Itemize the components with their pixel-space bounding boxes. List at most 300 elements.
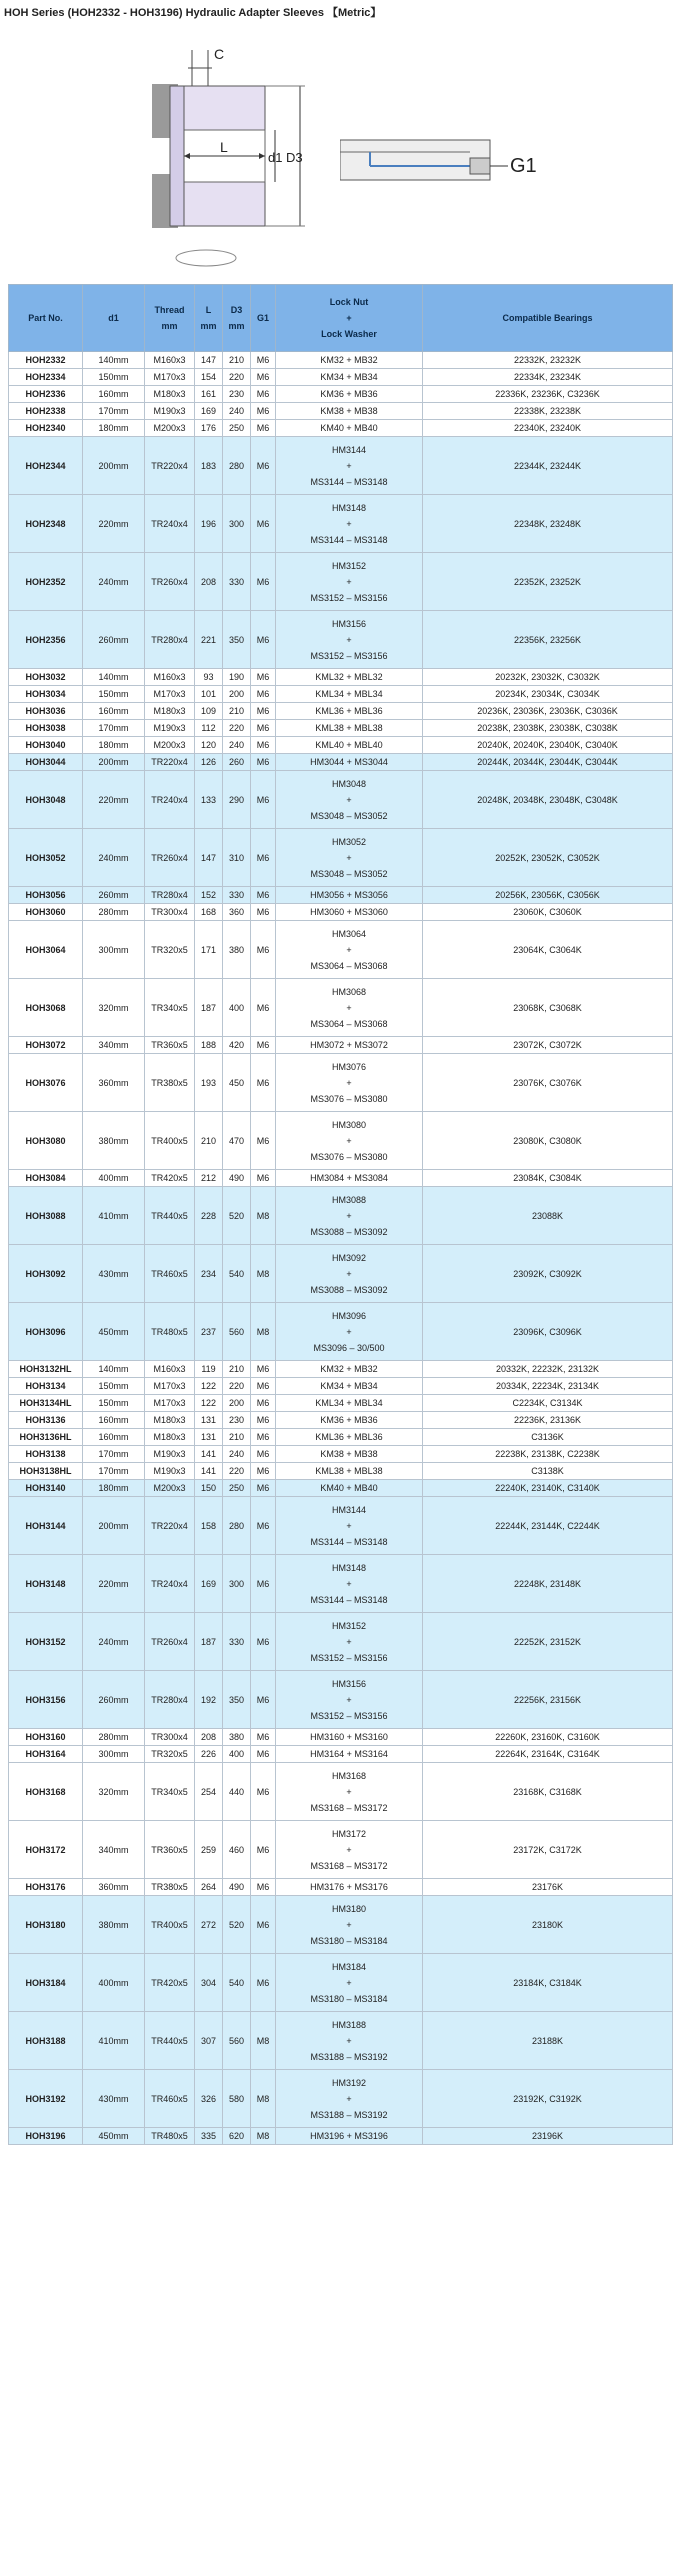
bearings-cell: 23076K, C3076K (423, 1054, 673, 1112)
l-cell: 228 (195, 1187, 223, 1245)
table-row (9, 1463, 673, 1480)
bearings-cell: 23092K, C3092K (423, 1245, 673, 1303)
header-d1: d1 (83, 285, 145, 352)
part-no-cell: HOH3060 (9, 904, 83, 921)
g1-cell: M6 (251, 703, 276, 720)
part-no-cell: HOH3176 (9, 1879, 83, 1896)
l-cell: 196 (195, 495, 223, 553)
d3-cell: 400 (223, 979, 251, 1037)
d3-cell: 520 (223, 1896, 251, 1954)
bearings-cell: 23088K (423, 1187, 673, 1245)
table-row (9, 686, 673, 703)
bearings-cell: 22244K, 23144K, C2244K (423, 1497, 673, 1555)
part-no-cell: HOH2334 (9, 369, 83, 386)
lock-cell (276, 1378, 423, 1395)
g1-cell: M8 (251, 2070, 276, 2128)
g1-cell: M6 (251, 1429, 276, 1446)
table-row (9, 1037, 673, 1054)
table-row (9, 1821, 673, 1879)
lock-line: + (346, 1326, 352, 1337)
d3-cell: 540 (223, 1954, 251, 2012)
label-l: L (220, 139, 228, 155)
lock-cell (276, 1054, 423, 1112)
l-cell: 187 (195, 979, 223, 1037)
lock-cell (276, 1763, 423, 1821)
header-thread (145, 285, 195, 352)
d1-cell: 150mm (83, 1378, 145, 1395)
d1-cell: 140mm (83, 1361, 145, 1378)
header-d3-line: D3 (230, 305, 243, 315)
l-cell: 119 (195, 1361, 223, 1378)
part-no-cell: HOH3134 (9, 1378, 83, 1395)
thread-cell: M170x3 (145, 1378, 195, 1395)
lock-line: KM38 + MB38 (320, 1449, 378, 1459)
thread-cell: TR300x4 (145, 1729, 195, 1746)
d3-cell: 280 (223, 1497, 251, 1555)
technical-drawings (0, 20, 680, 270)
bearings-cell: 22240K, 23140K, C3140K (423, 1480, 673, 1497)
table-row (9, 829, 673, 887)
part-no-cell: HOH3196 (9, 2128, 83, 2145)
part-no-cell: HOH2352 (9, 553, 83, 611)
header-d3-unit: mm (228, 321, 245, 331)
lock-line: HM3060 + MS3060 (310, 907, 388, 917)
lock-line: MS3088 – MS3092 (310, 1226, 388, 1237)
part-no-cell: HOH3032 (9, 669, 83, 686)
g1-cell: M6 (251, 1746, 276, 1763)
part-no-cell: HOH3068 (9, 979, 83, 1037)
lock-line: MS3168 – MS3172 (310, 1860, 388, 1871)
bearings-cell: 22356K, 23256K (423, 611, 673, 669)
g1-cell: M6 (251, 1480, 276, 1497)
d3-cell: 240 (223, 737, 251, 754)
part-no-cell: HOH3140 (9, 1480, 83, 1497)
g1-cell: M6 (251, 1763, 276, 1821)
part-no-cell: HOH3084 (9, 1170, 83, 1187)
table-row (9, 1187, 673, 1245)
table-row (9, 386, 673, 403)
g1-cell: M6 (251, 1896, 276, 1954)
bearings-cell: 23064K, C3064K (423, 921, 673, 979)
part-no-cell: HOH3132HL (9, 1361, 83, 1378)
l-cell: 272 (195, 1896, 223, 1954)
thread-cell: M160x3 (145, 352, 195, 369)
lock-line: HM3084 + MS3084 (310, 1173, 388, 1183)
lock-cell (276, 1412, 423, 1429)
thread-cell: M200x3 (145, 420, 195, 437)
table-row (9, 1746, 673, 1763)
table-row (9, 737, 673, 754)
d3-cell: 210 (223, 1429, 251, 1446)
thread-cell: TR340x5 (145, 1763, 195, 1821)
g1-cell: M6 (251, 553, 276, 611)
d3-cell: 560 (223, 2012, 251, 2070)
part-no-cell: HOH3136HL (9, 1429, 83, 1446)
bearings-cell: 23168K, C3168K (423, 1763, 673, 1821)
lock-line: MS3144 – MS3148 (310, 1594, 388, 1605)
lock-line: + (346, 518, 352, 529)
lock-line: KM34 + MB34 (320, 1381, 378, 1391)
lock-line: HM3184 (331, 1961, 367, 1972)
thread-cell: TR220x4 (145, 754, 195, 771)
d3-cell: 360 (223, 904, 251, 921)
d3-cell: 250 (223, 1480, 251, 1497)
g1-cell: M6 (251, 1954, 276, 2012)
lock-line: HM3064 (331, 928, 367, 939)
header-part-no: Part No. (9, 285, 83, 352)
spec-table (8, 284, 673, 2145)
lock-line: + (346, 576, 352, 587)
d1-cell: 280mm (83, 1729, 145, 1746)
bearings-cell: 23084K, C3084K (423, 1170, 673, 1187)
g1-cell: M6 (251, 611, 276, 669)
g1-cell: M6 (251, 829, 276, 887)
lock-line: MS3168 – MS3172 (310, 1802, 388, 1813)
lock-line: + (346, 1977, 352, 1988)
sleeve-section-drawing (140, 46, 310, 271)
g1-cell: M6 (251, 1412, 276, 1429)
table-row (9, 1054, 673, 1112)
lock-cell (276, 737, 423, 754)
d1-cell: 280mm (83, 904, 145, 921)
lock-cell (276, 1879, 423, 1896)
lock-line: HM3160 + MS3160 (310, 1732, 388, 1742)
table-row (9, 979, 673, 1037)
g1-cell: M6 (251, 495, 276, 553)
lock-cell (276, 1463, 423, 1480)
g1-cell: M6 (251, 1395, 276, 1412)
l-cell: 101 (195, 686, 223, 703)
l-cell: 158 (195, 1497, 223, 1555)
bearings-cell: 23196K (423, 2128, 673, 2145)
d1-cell: 400mm (83, 1170, 145, 1187)
g1-cell: M6 (251, 1361, 276, 1378)
bearings-cell: 23072K, C3072K (423, 1037, 673, 1054)
d3-cell: 380 (223, 921, 251, 979)
lock-line: MS3064 – MS3068 (310, 960, 388, 971)
table-row (9, 754, 673, 771)
d3-cell: 250 (223, 420, 251, 437)
d3-cell: 450 (223, 1054, 251, 1112)
g1-cell: M8 (251, 1303, 276, 1361)
thread-cell: TR420x5 (145, 1954, 195, 2012)
header-lock-nut: Lock Nut (329, 297, 369, 307)
thread-cell: M190x3 (145, 1446, 195, 1463)
l-cell: 147 (195, 829, 223, 887)
table-row (9, 1480, 673, 1497)
bearings-cell: 22248K, 23148K (423, 1555, 673, 1613)
d3-cell: 580 (223, 2070, 251, 2128)
g1-cell: M6 (251, 1879, 276, 1896)
header-l-line: L (205, 305, 212, 315)
lock-cell (276, 887, 423, 904)
lock-line: HM3048 (331, 778, 367, 789)
l-cell: 131 (195, 1429, 223, 1446)
d1-cell: 260mm (83, 1671, 145, 1729)
lock-line: + (346, 1135, 352, 1146)
thread-cell: TR480x5 (145, 2128, 195, 2145)
d3-cell: 290 (223, 771, 251, 829)
d3-cell: 300 (223, 495, 251, 553)
d1-cell: 220mm (83, 1555, 145, 1613)
thread-cell: M190x3 (145, 1463, 195, 1480)
bearings-cell: 23060K, C3060K (423, 904, 673, 921)
l-cell: 304 (195, 1954, 223, 2012)
thread-cell: TR440x5 (145, 2012, 195, 2070)
table-row (9, 403, 673, 420)
lock-line: KM40 + MB40 (320, 423, 378, 433)
lock-line: MS3152 – MS3156 (310, 650, 388, 661)
g1-cell: M6 (251, 737, 276, 754)
g1-cell: M6 (251, 771, 276, 829)
lock-line: MS3048 – MS3052 (310, 868, 388, 879)
table-row (9, 611, 673, 669)
lock-line: HM3180 (331, 1903, 367, 1914)
lock-cell (276, 2012, 423, 2070)
lock-line: KML34 + MBL34 (315, 689, 383, 699)
table-row (9, 352, 673, 369)
lock-cell (276, 1480, 423, 1497)
g1-cell: M6 (251, 1821, 276, 1879)
part-no-cell: HOH3076 (9, 1054, 83, 1112)
lock-line: + (346, 460, 352, 471)
g1-cell: M6 (251, 1170, 276, 1187)
part-no-cell: HOH3156 (9, 1671, 83, 1729)
lock-cell (276, 669, 423, 686)
thread-cell: TR260x4 (145, 1613, 195, 1671)
d3-cell: 380 (223, 1729, 251, 1746)
part-no-cell: HOH2336 (9, 386, 83, 403)
thread-cell: TR280x4 (145, 611, 195, 669)
l-cell: 109 (195, 703, 223, 720)
table-row (9, 1671, 673, 1729)
d1-cell: 200mm (83, 754, 145, 771)
lock-line: HM3052 (331, 836, 367, 847)
l-cell: 335 (195, 2128, 223, 2145)
d1-cell: 430mm (83, 2070, 145, 2128)
lock-cell (276, 1112, 423, 1170)
lock-line: MS3048 – MS3052 (310, 810, 388, 821)
header-bearings: Compatible Bearings (423, 285, 673, 352)
g1-cell: M6 (251, 437, 276, 495)
lock-line: MS3144 – MS3148 (310, 534, 388, 545)
bearings-cell: 22336K, 23236K, C3236K (423, 386, 673, 403)
d1-cell: 430mm (83, 1245, 145, 1303)
d1-cell: 150mm (83, 1395, 145, 1412)
thread-cell: TR360x5 (145, 1037, 195, 1054)
lock-line: MS3144 – MS3148 (310, 1536, 388, 1547)
lock-cell (276, 771, 423, 829)
label-d3: D3 (286, 150, 303, 165)
bearings-cell: 23176K (423, 1879, 673, 1896)
part-no-cell: HOH2340 (9, 420, 83, 437)
table-row (9, 495, 673, 553)
d1-cell: 360mm (83, 1054, 145, 1112)
table-row (9, 553, 673, 611)
lock-cell (276, 686, 423, 703)
l-cell: 192 (195, 1671, 223, 1729)
part-no-cell: HOH3064 (9, 921, 83, 979)
lock-cell (276, 1746, 423, 1763)
d1-cell: 180mm (83, 1480, 145, 1497)
d3-cell: 230 (223, 1412, 251, 1429)
table-row (9, 1245, 673, 1303)
bearings-cell: 20240K, 20240K, 23040K, C3040K (423, 737, 673, 754)
lock-line: MS3144 – MS3148 (310, 476, 388, 487)
thread-cell: TR440x5 (145, 1187, 195, 1245)
lock-line: HM3068 (331, 986, 367, 997)
lock-cell (276, 754, 423, 771)
lock-line: MS3096 – 30/500 (313, 1342, 385, 1353)
d1-cell: 220mm (83, 771, 145, 829)
lock-line: HM3044 + MS3044 (310, 757, 388, 767)
thread-cell: TR320x5 (145, 1746, 195, 1763)
d1-cell: 380mm (83, 1896, 145, 1954)
d1-cell: 450mm (83, 1303, 145, 1361)
d3-cell: 200 (223, 686, 251, 703)
bearings-cell: 22256K, 23156K (423, 1671, 673, 1729)
lock-line: HM3092 (331, 1252, 367, 1263)
l-cell: 152 (195, 887, 223, 904)
lock-line: KML40 + MBL40 (315, 740, 383, 750)
d3-cell: 350 (223, 1671, 251, 1729)
lock-line: HM3196 + MS3196 (310, 2131, 388, 2141)
d1-cell: 240mm (83, 829, 145, 887)
lock-line: KML36 + MBL36 (315, 706, 383, 716)
g1-cell: M6 (251, 1112, 276, 1170)
lock-line: KM40 + MB40 (320, 1483, 378, 1493)
l-cell: 210 (195, 1112, 223, 1170)
part-no-cell: HOH3072 (9, 1037, 83, 1054)
lock-line: HM3096 (331, 1310, 367, 1321)
lock-line: + (346, 1578, 352, 1589)
bearings-cell: 23192K, C3192K (423, 2070, 673, 2128)
d3-cell: 200 (223, 1395, 251, 1412)
l-cell: 264 (195, 1879, 223, 1896)
part-no-cell: HOH3044 (9, 754, 83, 771)
table-row (9, 904, 673, 921)
table-row (9, 1446, 673, 1463)
lock-line: MS3076 – MS3080 (310, 1151, 388, 1162)
l-cell: 169 (195, 1555, 223, 1613)
header-g1: G1 (251, 285, 276, 352)
g1-cell: M6 (251, 420, 276, 437)
g1-cell: M6 (251, 754, 276, 771)
lock-cell (276, 1671, 423, 1729)
header-l-unit: mm (200, 321, 217, 331)
bearings-cell: 23096K, C3096K (423, 1303, 673, 1361)
g1-cell: M6 (251, 686, 276, 703)
d3-cell: 420 (223, 1037, 251, 1054)
lock-cell (276, 403, 423, 420)
bearings-cell: 22264K, 23164K, C3164K (423, 1746, 673, 1763)
lock-line: KM34 + MB34 (320, 372, 378, 382)
thread-cell: TR240x4 (145, 1555, 195, 1613)
table-row (9, 1555, 673, 1613)
d1-cell: 170mm (83, 720, 145, 737)
bearings-cell: 22338K, 23238K (423, 403, 673, 420)
table-row (9, 1729, 673, 1746)
d3-cell: 440 (223, 1763, 251, 1821)
part-no-cell: HOH3192 (9, 2070, 83, 2128)
table-row (9, 1303, 673, 1361)
bearings-cell: 20238K, 23038K, 23038K, C3038K (423, 720, 673, 737)
header-d3 (223, 285, 251, 352)
g1-cell: M6 (251, 720, 276, 737)
d3-cell: 210 (223, 703, 251, 720)
l-cell: 112 (195, 720, 223, 737)
g1-cell: M6 (251, 352, 276, 369)
bearings-cell: 20236K, 23036K, 23036K, C3036K (423, 703, 673, 720)
lock-cell (276, 1429, 423, 1446)
thread-cell: TR360x5 (145, 1821, 195, 1879)
d3-cell: 400 (223, 1746, 251, 1763)
lock-line: MS3180 – MS3184 (310, 1935, 388, 1946)
lock-line: MS3152 – MS3156 (310, 1652, 388, 1663)
thread-cell: TR380x5 (145, 1054, 195, 1112)
g1-cell: M8 (251, 1187, 276, 1245)
table-row (9, 1170, 673, 1187)
lock-line: HM3144 (331, 444, 367, 455)
lock-line: MS3152 – MS3156 (310, 1710, 388, 1721)
l-cell: 147 (195, 352, 223, 369)
d1-cell: 410mm (83, 2012, 145, 2070)
d1-cell: 170mm (83, 1446, 145, 1463)
lock-line: + (346, 1919, 352, 1930)
thread-cell: TR340x5 (145, 979, 195, 1037)
thread-cell: TR240x4 (145, 771, 195, 829)
part-no-cell: HOH3038 (9, 720, 83, 737)
l-cell: 133 (195, 771, 223, 829)
lock-line: + (346, 1636, 352, 1647)
part-no-cell: HOH2356 (9, 611, 83, 669)
l-cell: 188 (195, 1037, 223, 1054)
lock-line: HM3156 (331, 1678, 367, 1689)
l-cell: 150 (195, 1480, 223, 1497)
d3-cell: 240 (223, 1446, 251, 1463)
l-cell: 212 (195, 1170, 223, 1187)
lock-cell (276, 703, 423, 720)
lock-line: KM32 + MB32 (320, 1364, 378, 1374)
bearings-cell: 22352K, 23252K (423, 553, 673, 611)
part-no-cell: HOH3034 (9, 686, 83, 703)
part-no-cell: HOH3056 (9, 887, 83, 904)
d1-cell: 360mm (83, 1879, 145, 1896)
table-row (9, 1412, 673, 1429)
part-no-cell: HOH3048 (9, 771, 83, 829)
g1-cell: M6 (251, 887, 276, 904)
d3-cell: 210 (223, 352, 251, 369)
bearings-cell: 22260K, 23160K, C3160K (423, 1729, 673, 1746)
d1-cell: 180mm (83, 737, 145, 754)
d3-cell: 280 (223, 437, 251, 495)
g1-cell: M6 (251, 1037, 276, 1054)
bearings-cell: 23068K, C3068K (423, 979, 673, 1037)
d1-cell: 400mm (83, 1954, 145, 2012)
lock-cell (276, 1245, 423, 1303)
l-cell: 234 (195, 1245, 223, 1303)
bearings-cell: 20244K, 20344K, 23044K, C3044K (423, 754, 673, 771)
lock-line: KM36 + MB36 (320, 389, 378, 399)
d1-cell: 410mm (83, 1187, 145, 1245)
table-row (9, 369, 673, 386)
table-row (9, 1429, 673, 1446)
table-row (9, 1378, 673, 1395)
oil-duct-detail-drawing (340, 138, 550, 184)
d1-cell: 450mm (83, 2128, 145, 2145)
lock-cell (276, 1303, 423, 1361)
header-lock-plus: + (346, 313, 352, 323)
